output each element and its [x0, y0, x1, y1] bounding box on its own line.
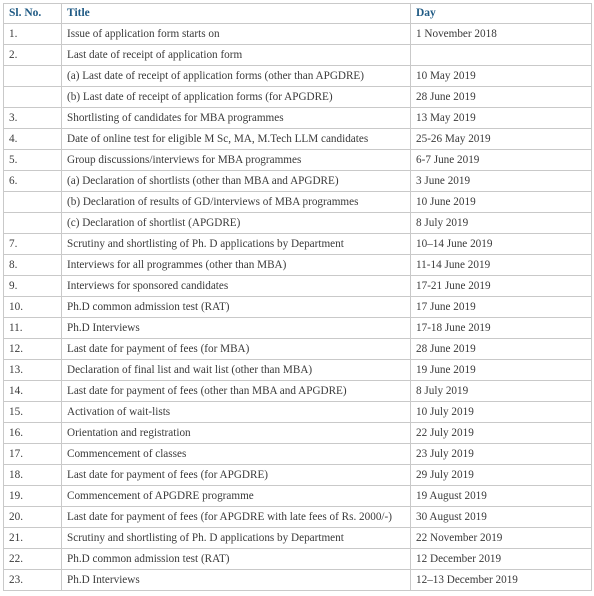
- table-row: [4, 570, 592, 591]
- table-row: [4, 87, 592, 108]
- table-row: [4, 276, 592, 297]
- cell-sl-no: 16.: [4, 423, 62, 444]
- cell-day: 19 June 2019: [411, 360, 592, 381]
- admission-schedule-table: [3, 3, 592, 591]
- cell-day: 3 June 2019: [411, 171, 592, 192]
- cell-title: Activation of wait-lists: [62, 402, 411, 423]
- table-row: [4, 192, 592, 213]
- cell-day: 13 May 2019: [411, 108, 592, 129]
- cell-sl-no: 7.: [4, 234, 62, 255]
- cell-sl-no: 17.: [4, 444, 62, 465]
- table-row: [4, 24, 592, 45]
- cell-sl-no: 18.: [4, 465, 62, 486]
- cell-sl-no: 1.: [4, 24, 62, 45]
- cell-title: (a) Declaration of shortlists (other than MBA and APGDRE): [62, 171, 411, 192]
- table-row: [4, 339, 592, 360]
- cell-sl-no: 8.: [4, 255, 62, 276]
- cell-sl-no: [4, 213, 62, 234]
- cell-day: 22 November 2019: [411, 528, 592, 549]
- cell-title: Scrutiny and shortlisting of Ph. D applications by Department: [62, 528, 411, 549]
- cell-sl-no: 6.: [4, 171, 62, 192]
- table-row: [4, 129, 592, 150]
- cell-title: Last date for payment of fees (for APGDRE): [62, 465, 411, 486]
- cell-sl-no: 20.: [4, 507, 62, 528]
- table-row: [4, 108, 592, 129]
- cell-day: 10 June 2019: [411, 192, 592, 213]
- header-day: Day: [411, 4, 592, 24]
- table-row: [4, 507, 592, 528]
- cell-title: Last date for payment of fees (other than MBA and APGDRE): [62, 381, 411, 402]
- table-row: [4, 213, 592, 234]
- cell-sl-no: 2.: [4, 45, 62, 66]
- table-row: [4, 318, 592, 339]
- cell-sl-no: [4, 192, 62, 213]
- cell-title: Orientation and registration: [62, 423, 411, 444]
- cell-title: Ph.D Interviews: [62, 318, 411, 339]
- cell-title: (a) Last date of receipt of application forms (other than APGDRE): [62, 66, 411, 87]
- cell-day: 28 June 2019: [411, 339, 592, 360]
- table-row: [4, 486, 592, 507]
- cell-day: 17 June 2019: [411, 297, 592, 318]
- cell-day: 28 June 2019: [411, 87, 592, 108]
- cell-day: 22 July 2019: [411, 423, 592, 444]
- table-row: [4, 402, 592, 423]
- cell-day: 12 December 2019: [411, 549, 592, 570]
- table-row: [4, 549, 592, 570]
- cell-day: 17-18 June 2019: [411, 318, 592, 339]
- cell-title: Shortlisting of candidates for MBA programmes: [62, 108, 411, 129]
- cell-title: Date of online test for eligible M Sc, MA, M.Tech LLM candidates: [62, 129, 411, 150]
- cell-sl-no: 23.: [4, 570, 62, 591]
- cell-day: 10 May 2019: [411, 66, 592, 87]
- cell-sl-no: [4, 87, 62, 108]
- cell-sl-no: [4, 66, 62, 87]
- cell-sl-no: 10.: [4, 297, 62, 318]
- table-row: [4, 171, 592, 192]
- cell-title: Last date for payment of fees (for MBA): [62, 339, 411, 360]
- cell-title: Scrutiny and shortlisting of Ph. D applications by Department: [62, 234, 411, 255]
- cell-day: 23 July 2019: [411, 444, 592, 465]
- cell-sl-no: 12.: [4, 339, 62, 360]
- cell-title: Ph.D Interviews: [62, 570, 411, 591]
- cell-sl-no: 11.: [4, 318, 62, 339]
- cell-title: Interviews for all programmes (other than MBA): [62, 255, 411, 276]
- cell-sl-no: 3.: [4, 108, 62, 129]
- cell-title: (c) Declaration of shortlist (APGDRE): [62, 213, 411, 234]
- cell-sl-no: 4.: [4, 129, 62, 150]
- table-body: [4, 24, 592, 591]
- cell-title: Last date of receipt of application form: [62, 45, 411, 66]
- cell-sl-no: 5.: [4, 150, 62, 171]
- table-row: [4, 423, 592, 444]
- cell-title: Interviews for sponsored candidates: [62, 276, 411, 297]
- cell-title: (b) Declaration of results of GD/interviews of MBA programmes: [62, 192, 411, 213]
- cell-title: Commencement of classes: [62, 444, 411, 465]
- cell-sl-no: 13.: [4, 360, 62, 381]
- cell-day: 11-14 June 2019: [411, 255, 592, 276]
- header-row: [4, 4, 592, 24]
- table-row: [4, 234, 592, 255]
- cell-day: 30 August 2019: [411, 507, 592, 528]
- cell-title: Ph.D common admission test (RAT): [62, 549, 411, 570]
- cell-day: 10 July 2019: [411, 402, 592, 423]
- cell-title: Commencement of APGDRE programme: [62, 486, 411, 507]
- cell-day: [411, 45, 592, 66]
- header-sl-no: Sl. No.: [4, 4, 62, 24]
- cell-day: 6-7 June 2019: [411, 150, 592, 171]
- cell-day: 12–13 December 2019: [411, 570, 592, 591]
- table-row: [4, 381, 592, 402]
- table-row: [4, 360, 592, 381]
- table-header: [4, 4, 592, 24]
- cell-title: Declaration of final list and wait list (other than MBA): [62, 360, 411, 381]
- cell-day: 17-21 June 2019: [411, 276, 592, 297]
- cell-title: (b) Last date of receipt of application forms (for APGDRE): [62, 87, 411, 108]
- cell-sl-no: 9.: [4, 276, 62, 297]
- cell-day: 10–14 June 2019: [411, 234, 592, 255]
- cell-sl-no: 21.: [4, 528, 62, 549]
- cell-day: 1 November 2018: [411, 24, 592, 45]
- cell-title: Issue of application form starts on: [62, 24, 411, 45]
- cell-day: 19 August 2019: [411, 486, 592, 507]
- cell-title: Ph.D common admission test (RAT): [62, 297, 411, 318]
- table-row: [4, 255, 592, 276]
- cell-sl-no: 22.: [4, 549, 62, 570]
- table-row: [4, 66, 592, 87]
- cell-day: 8 July 2019: [411, 213, 592, 234]
- table-row: [4, 465, 592, 486]
- cell-sl-no: 15.: [4, 402, 62, 423]
- cell-sl-no: 19.: [4, 486, 62, 507]
- header-title: Title: [62, 4, 411, 24]
- cell-title: Group discussions/interviews for MBA programmes: [62, 150, 411, 171]
- table-row: [4, 45, 592, 66]
- table-row: [4, 297, 592, 318]
- table-row: [4, 444, 592, 465]
- cell-sl-no: 14.: [4, 381, 62, 402]
- cell-title: Last date for payment of fees (for APGDRE with late fees of Rs. 2000/-): [62, 507, 411, 528]
- cell-day: 29 July 2019: [411, 465, 592, 486]
- cell-day: 25-26 May 2019: [411, 129, 592, 150]
- table-row: [4, 150, 592, 171]
- cell-day: 8 July 2019: [411, 381, 592, 402]
- table-row: [4, 528, 592, 549]
